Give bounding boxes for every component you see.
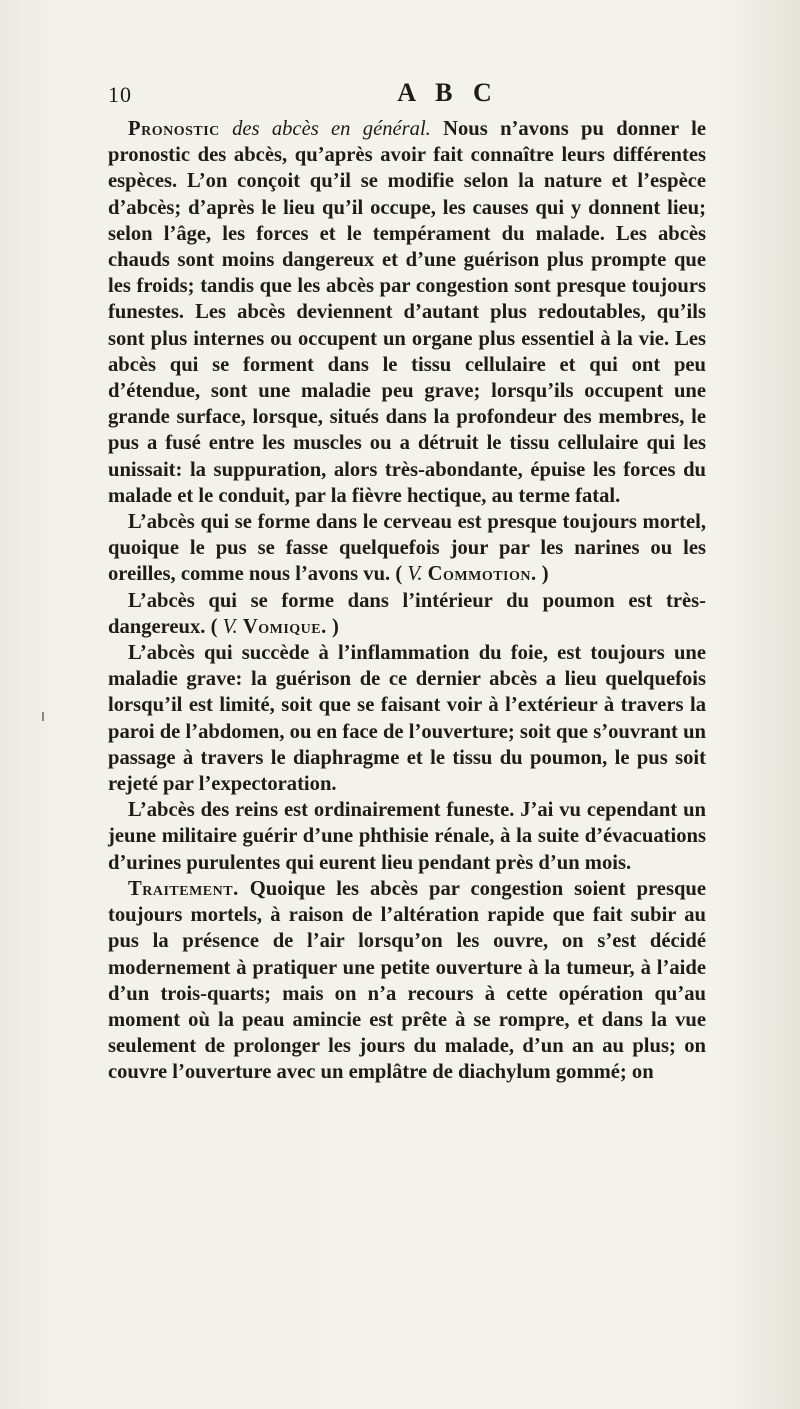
section-subtitle: des abcès en général.: [232, 118, 431, 140]
paragraph-pronostic: [108, 116, 706, 509]
paragraph-cerveau: [108, 509, 706, 588]
cross-reference-v: V.: [407, 563, 423, 586]
paragraph-text: L’abcès qui succède à l’inflammation du foie, est toujours une maladie grave: la guérison de ce dernier abcès a lieu quelquefois lorsqu’il est limité, soit que se faisant voir à l’extérieur à travers la paroi de l’abdomen, ou en face de l’ouverture; soit que s’ouvrant un passage à travers le diaphragme et le tissu du poumon, le pus soit rejeté par l’expectoration.: [108, 642, 706, 796]
cross-reference-open: (: [395, 563, 403, 586]
cross-reference-close: ): [331, 615, 339, 638]
paragraph-text: L’abcès qui se forme dans le cerveau est presque toujours mortel, quoique le pus se fasse quelquefois jour par les narines ou les oreilles, comme nous l’avons vu.: [108, 511, 706, 586]
body-text: [108, 116, 706, 1086]
paragraph-text: L’abcès des reins est ordinairement funeste. J’ai vu cependant un jeune militaire guérir d’une phthisie rénale, à la suite d’évacuations d’urines purulentes qui eurent lieu pendant près d’un mois.: [108, 799, 706, 874]
paragraph-foie: [108, 640, 706, 797]
paragraph-reins: [108, 797, 706, 876]
paragraph-poumon: [108, 588, 706, 640]
cross-reference-v: V.: [222, 615, 238, 638]
paragraph-text: Nous n’avons pu donner le pronostic des abcès, qu’après avoir fait connaître leurs différentes espèces. L’on conçoit qu’il se modifie selon la nature et l’espèce d’abcès; d’après le lieu qu’il occupe, les causes qui y donnent lieu; selon l’âge, les forces et le tempérament du malade. Les abcès chauds sont moins dangereux et d’une guérison plus prompte que les froids; tandis que les abcès par congestion sont presque toujours funestes. Les abcès deviennent d’autant plus redoutables, qu’ils sont plus internes ou occupent un organe plus essentiel à la vie. Les abcès qui se forment dans le tissu cellulaire et qui ont peu d’étendue, sont une maladie peu grave; lorsqu’ils occupent une grande surface, lorsque, situés dans la profondeur des membres, le pus a fusé entre les muscles ou a détruit le tissu cellulaire qui les unissait: la suppuration, alors très-abondante, épuise les forces du malade et le conduit, par la fièvre hectique, au terme fatal.: [108, 118, 706, 507]
margin-mark: [42, 712, 44, 721]
page-number: 10: [108, 82, 132, 107]
cross-reference-vomique: Vomique.: [242, 615, 327, 638]
cross-reference-commotion: Commotion.: [427, 563, 537, 586]
page-header: [108, 78, 678, 114]
paragraph-text: Quoique les abcès par congestion soient presque toujours mortels, à raison de l’altération rapide que fait subir au pus la présence de l’air lorsqu’on les ouvre, on s’est décidé modernement à pratiquer une petite ouverture à la tumeur, à l’aide d’un trois-quarts; mais on n’a recours à cette opération qu’au moment où la peau amincie est prête à se rompre, et dans la vue seulement de prolonger les jours du malade, d’un an au plus; on couvre l’ouverture avec un emplâtre de diachylum gommé; on: [108, 877, 706, 1084]
section-heading-pronostic: Pronostic: [128, 118, 220, 140]
cross-reference-close: ): [541, 563, 549, 586]
paragraph-text: L’abcès qui se forme dans l’intérieur du poumon est très-dangereux.: [108, 589, 706, 638]
paragraph-traitement: [108, 876, 706, 1086]
section-heading-traitement: Traitement.: [128, 877, 239, 900]
running-title: A B C: [397, 78, 499, 107]
cross-reference-open: (: [210, 615, 218, 638]
